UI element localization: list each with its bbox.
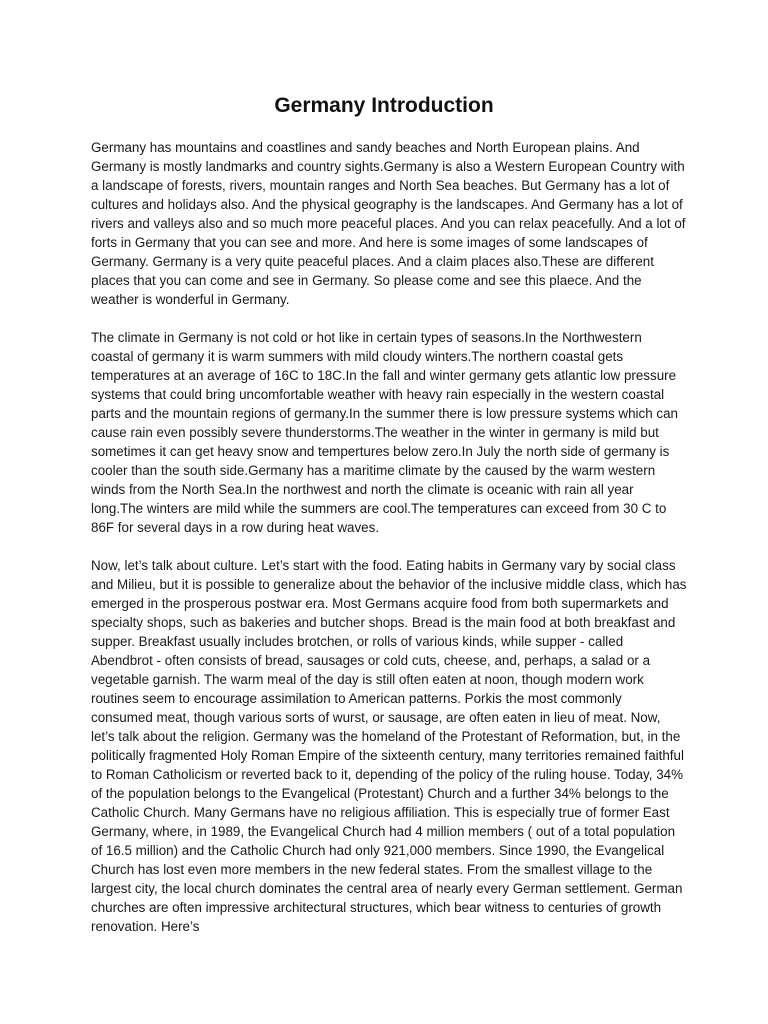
paragraph-climate: The climate in Germany is not cold or hot like in certain types of seasons.In the Northwestern coastal of germany it is warm summers with mild cloudy winters.The northern coastal gets temperatures at an average of 16C to 18C.In the fall and winter germany gets atlantic low pressure systems that could bring uncomfortable weather with heavy rain especially in the western coastal parts and the mountain regions of germany.In the summer there is low pressure systems which can cause rain even possibly severe thunderstorms.The weather in the winter in germany is mild but sometimes it can get heavy snow and tempertures below zero.In July the north side of germany is cooler than the south side.Germany has a maritime climate by the caused by the warm western winds from the North Sea.In the northwest and north the climate is oceanic with rain all year long.The winters are mild while the summers are cool.The temperatures can exceed from 30 C to 86F for several days in a row during heat waves. <box>91 330 678 535</box>
page-title: Germany Introduction <box>274 94 494 117</box>
paragraph-geography: Germany has mountains and coastlines and sandy beaches and North European plains. And Germany is mostly landmarks and country sights.Germany is also a Western European Country with a landscape of forests, rivers, mountain ranges and North Sea beaches. But Germany has a lot of cultures and holidays also. And the physical geography is the landscapes. And Germany has a lot of rivers and valleys also and so much more peaceful places. And you can relax peacefully. And a lot of forts in Germany that you can see and more. And here is some images of some landscapes of Germany. Germany is a very quite peaceful places. And a claim places also.These are different places that you can come and see in Germany. So please come and see this plaece. And the weather is wonderful in Germany. <box>91 140 686 307</box>
document-body <box>91 138 687 955</box>
paragraph-culture: Now, let’s talk about culture. Let’s start with the food. Eating habits in Germany vary by social class and Milieu, but it is possible to generalize about the behavior of the inclusive middle class, which has emerged in the prosperous postwar era. Most Germans acquire food from both supermarkets and specialty shops, such as bakeries and butcher shops. Bread is the main food at both breakfast and supper. Breakfast usually includes brotchen, or rolls of various kinds, while supper - called Abendbrot - often consists of bread, sausages or cold cuts, cheese, and, perhaps, a salad or a vegetable garnish. The warm meal of the day is still often eaten at noon, though modern work routines seem to encourage assimilation to American patterns. Porkis the most commonly consumed meat, though various sorts of wurst, or sausage, are often eaten in lieu of meat. Now, let’s talk about the religion. Germany was the homeland of the Protestant of Reformation, but, in the politically fragmented Holy Roman Empire of the sixteenth century, many territories remained faithful to Roman Catholicism or reverted back to it, depending of the policy of the ruling house. Today, 34% of the population belongs to the Evangelical (Protestant) Church and a further 34% belongs to the Catholic Church. Many Germans have no religious affiliation. This is especially true of former East Germany, where, in 1989, the Evangelical Church had 4 million members ( out of a total population of 16.5 million) and the Catholic Church had only 921,000 members. Since 1990, the Evangelical Church has lost even more members in the new federal states. From the smallest village to the largest city, the local church dominates the central area of nearly every German settlement. German churches are often impressive architectural structures, which bear witness to centuries of growth renovation. Here’s <box>91 558 687 934</box>
